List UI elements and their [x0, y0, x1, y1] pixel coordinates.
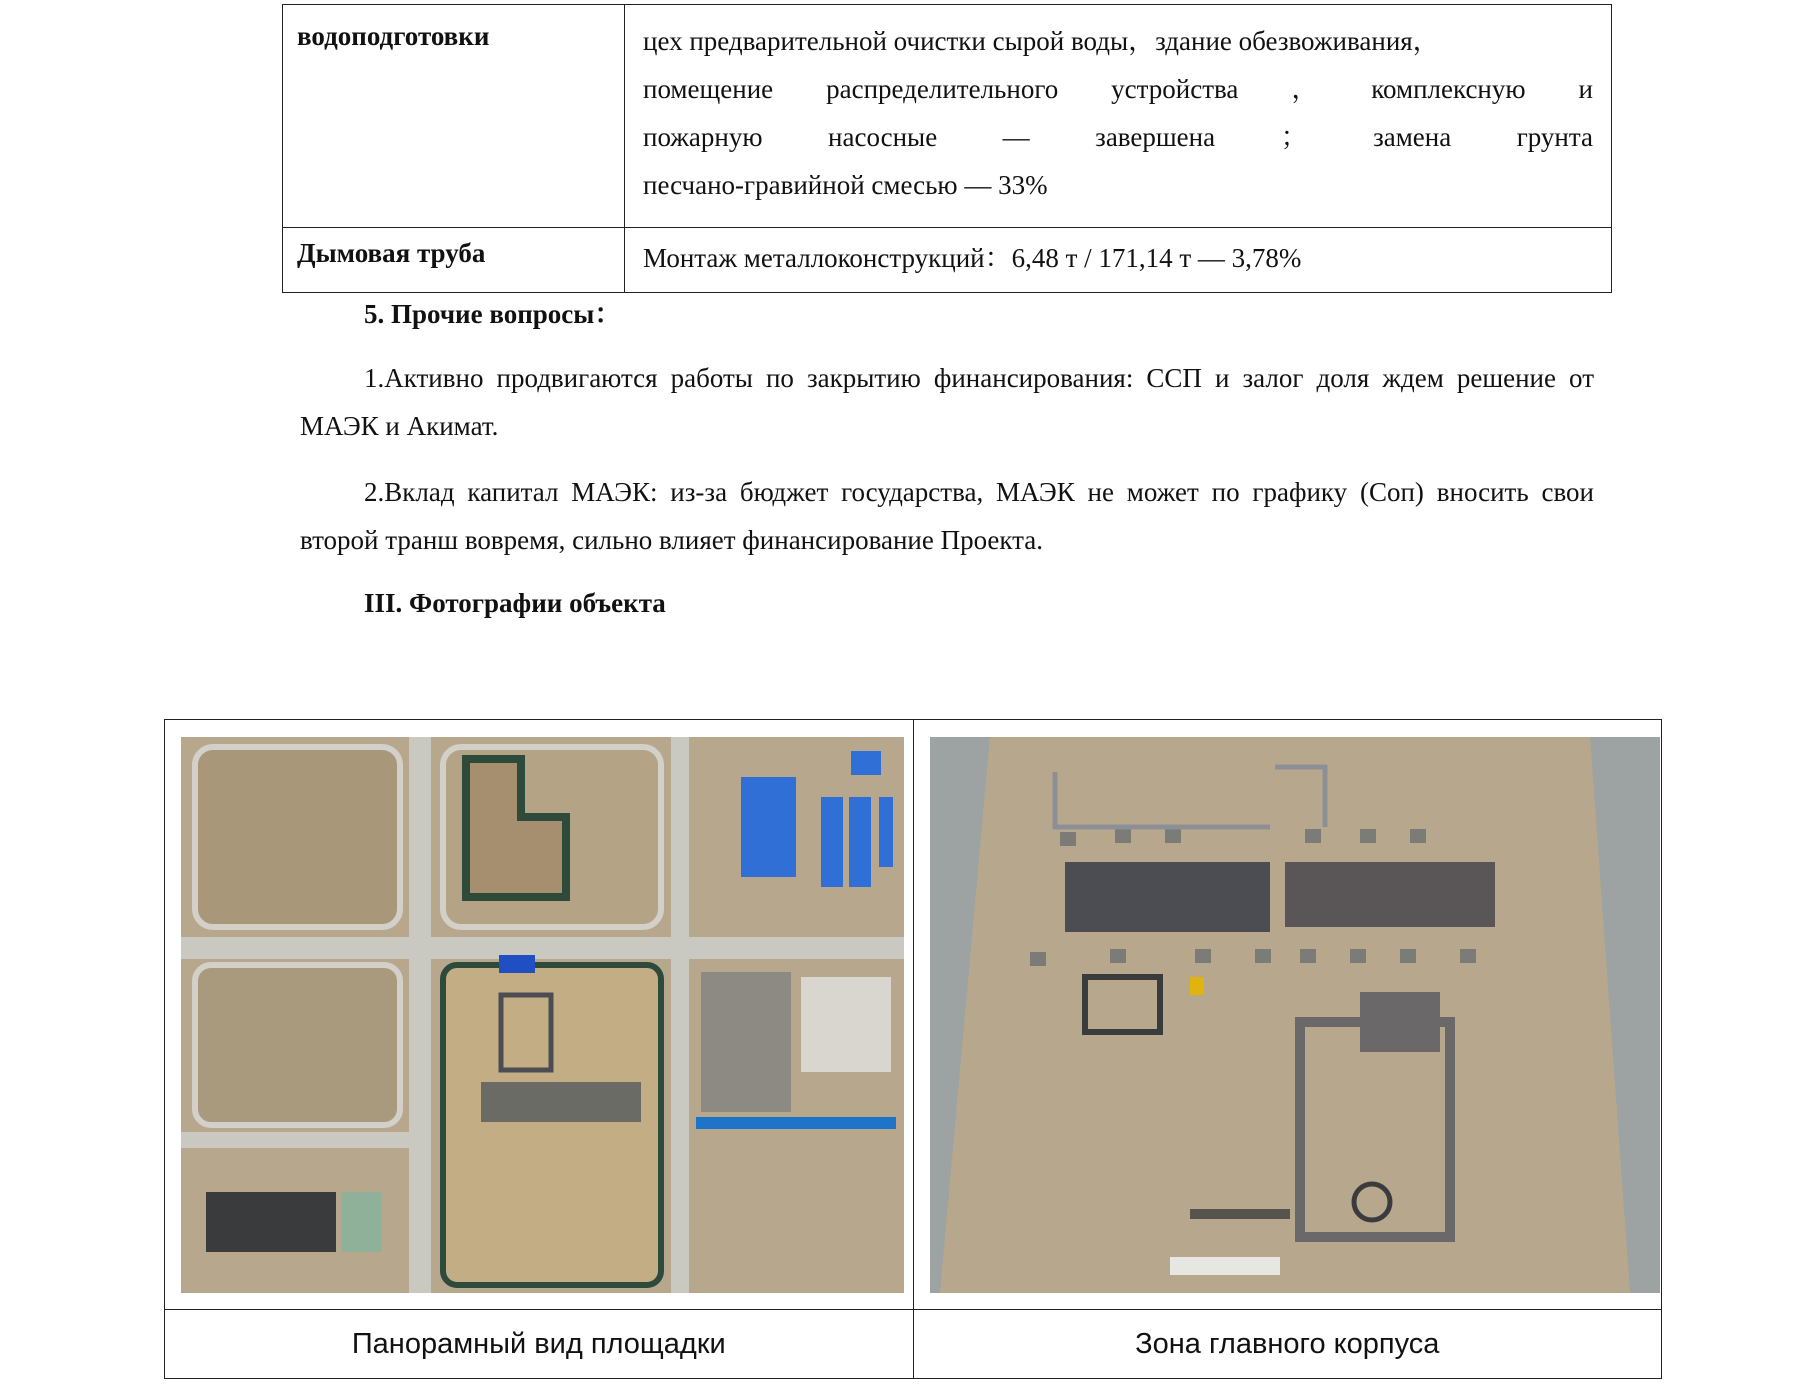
section-heading-photos: III. Фотографии объекта: [364, 588, 666, 618]
word: грунта: [1516, 122, 1593, 152]
word: ，: [1291, 74, 1319, 104]
photo-cell-panorama: [165, 720, 914, 1310]
word: насосные: [828, 122, 938, 152]
word: и: [1578, 74, 1593, 104]
panorama-site-photo: [181, 737, 904, 1293]
word: —: [1002, 122, 1030, 152]
value-line: песчано-гравийной смесью — 33%: [643, 170, 1048, 200]
photo-caption-main-building: Зона главного корпуса: [913, 1310, 1661, 1379]
table-row: [283, 5, 1612, 228]
photo-cell-main-building: [913, 720, 1661, 1310]
word: комплексную: [1371, 74, 1526, 104]
word: устройства: [1111, 74, 1239, 104]
table-label-cell: водоподготовки: [283, 5, 625, 228]
paragraph-1: 1.Активно продвигаются работы по закрытию финансирования: ССП и залог доля ждем решение от МАЭК и Акимат.: [300, 363, 1594, 441]
section-heading-other: 5. Прочие вопросы：: [364, 299, 622, 329]
value-line: [643, 65, 1593, 113]
value-line: цех предварительной очистки сырой воды，здание обезвоживания，: [643, 26, 1440, 56]
table-value-cell: [625, 5, 1612, 228]
paragraph-2: 2.Вклад капитал МАЭК: из-за бюджет государства, МАЭК не может по графику (Соп) вносить свои второй транш вовремя, сильно влияет финансирование Проекта.: [300, 477, 1594, 555]
word: пожарную: [643, 122, 763, 152]
value-line: [643, 113, 1593, 161]
word: ；: [1280, 122, 1308, 152]
value-line: Монтаж металлоконструкций：6,48 т / 171,14 т — 3,78%: [643, 243, 1302, 273]
construction-status-table: [282, 4, 1612, 293]
word: завершена: [1095, 122, 1216, 152]
word: распределительного: [826, 74, 1059, 104]
word: замена: [1373, 122, 1452, 152]
caption-row: [165, 1310, 1662, 1379]
photo-table: [164, 719, 1662, 1379]
table-value-cell: [625, 228, 1612, 293]
photo-caption-panorama: Панорамный вид площадки: [165, 1310, 914, 1379]
main-building-zone-photo: [930, 737, 1660, 1293]
table-row: [283, 228, 1612, 293]
word: помещение: [643, 74, 774, 104]
table-label-cell: Дымовая труба: [283, 228, 625, 293]
photo-row: [165, 720, 1662, 1310]
